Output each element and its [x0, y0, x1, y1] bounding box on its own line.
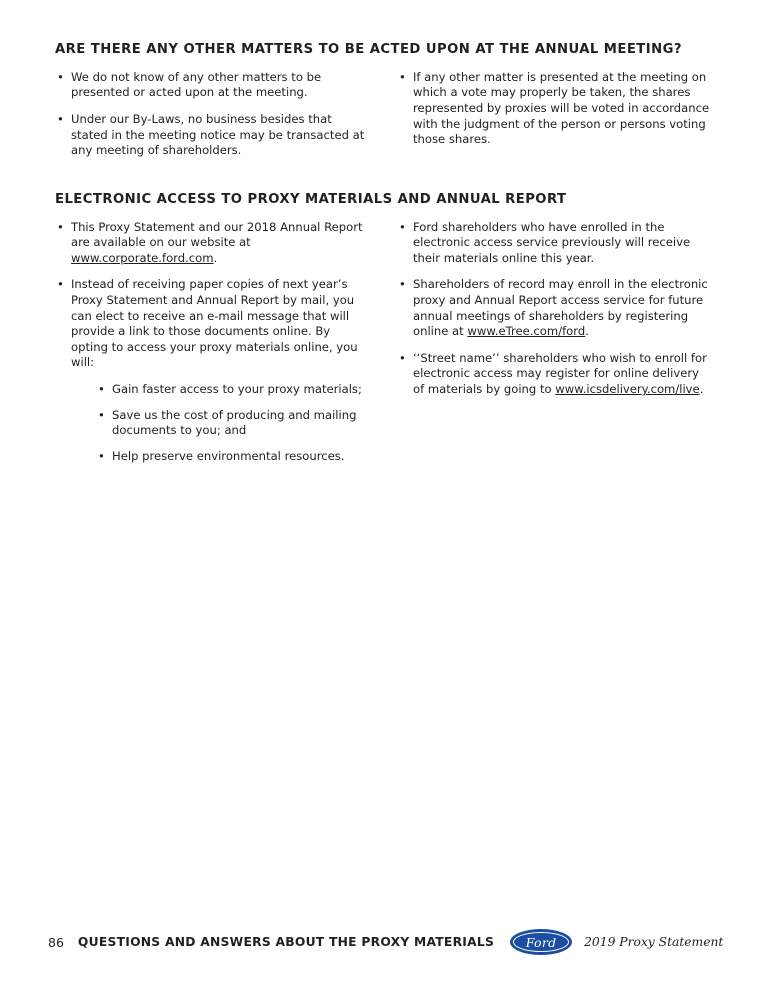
footer-inner [48, 928, 723, 956]
list-item: • Under our By-Laws, no business besides that stated in the meeting notice may be transacted at any meeting of shareholders. [55, 112, 369, 159]
list-item-text-post: . [585, 324, 589, 339]
list-item: • Gain faster access to your proxy materials; [96, 382, 369, 398]
footer-note: 2019 Proxy Statement [584, 935, 724, 949]
link-icsdelivery-live[interactable]: www.icsdelivery.com/live [555, 382, 700, 396]
list-item: • If any other matter is presented at the meeting on which a vote may properly be taken, the shares represented by proxies will be voted in accordance with the judgment of the person or persons voting those shares. [399, 70, 713, 148]
list-item: • Save us the cost of producing and mailing documents to you; and [96, 408, 369, 439]
right-column [399, 70, 713, 170]
list-item [399, 351, 713, 398]
bullet-list-left-2 [55, 220, 369, 371]
two-column-layout-2 [55, 220, 713, 475]
list-item-text: ‘‘Street name’’ shareholders who wish to enroll for electronic access may register for online delivery of materials by going to [413, 350, 707, 396]
page-number: 86 [48, 934, 64, 950]
list-item [399, 220, 713, 267]
list-item-text-post: . [213, 250, 218, 265]
left-column [55, 70, 369, 170]
section-heading-other-matters: ARE THERE ANY OTHER MATTERS TO BE ACTED UPON AT THE ANNUAL MEETING? [55, 42, 682, 57]
list-item-text: Ford shareholders who have enrolled in the electronic access service previously will receive their materials online this year. [413, 219, 691, 265]
footer-section-title: QUESTIONS AND ANSWERS ABOUT THE PROXY MATERIALS [77, 935, 495, 949]
section-heading-electronic-access: ELECTRONIC ACCESS TO PROXY MATERIALS AND ANNUAL REPORT [55, 191, 567, 207]
list-item: • Help preserve environmental resources. [96, 449, 369, 465]
ford-logo-icon [510, 929, 572, 955]
bullet-list-right-2 [399, 220, 713, 398]
list-item [55, 220, 369, 267]
list-item-text: Instead of receiving paper copies of next year’s Proxy Statement and Annual Report by mail, you can elect to receive an e-mail message that will provide a link to those documents online. By opting to access your proxy materials online, you will: [71, 277, 358, 370]
section-other-matters [55, 42, 713, 170]
sub-bullet-list [96, 382, 369, 464]
ford-logo-text: Ford [525, 934, 557, 950]
bullet-list-left [55, 70, 369, 159]
list-item-text: Shareholders of record may enroll in the electronic proxy and Annual Report access service for future annual meetings of shareholders by registering online at [413, 277, 708, 339]
right-column-2 [399, 220, 713, 475]
two-column-layout [55, 70, 713, 170]
list-item [55, 277, 369, 371]
list-item-text: This Proxy Statement and our 2018 Annual Report are available on our website at [71, 219, 363, 250]
list-item [399, 277, 713, 339]
left-column-2 [55, 220, 369, 475]
list-item: • We do not know of any other matters to be presented or acted upon at the meeting. [55, 70, 369, 101]
section-electronic-access [55, 192, 713, 475]
page-footer [0, 928, 768, 968]
list-item-text-post: . [699, 382, 704, 396]
bullet-list-right [399, 70, 713, 148]
page-content [55, 42, 713, 492]
link-etree-ford[interactable]: www.eTree.com/ford [467, 324, 586, 339]
link-corporate-ford[interactable]: www.corporate.ford.com [71, 250, 214, 265]
